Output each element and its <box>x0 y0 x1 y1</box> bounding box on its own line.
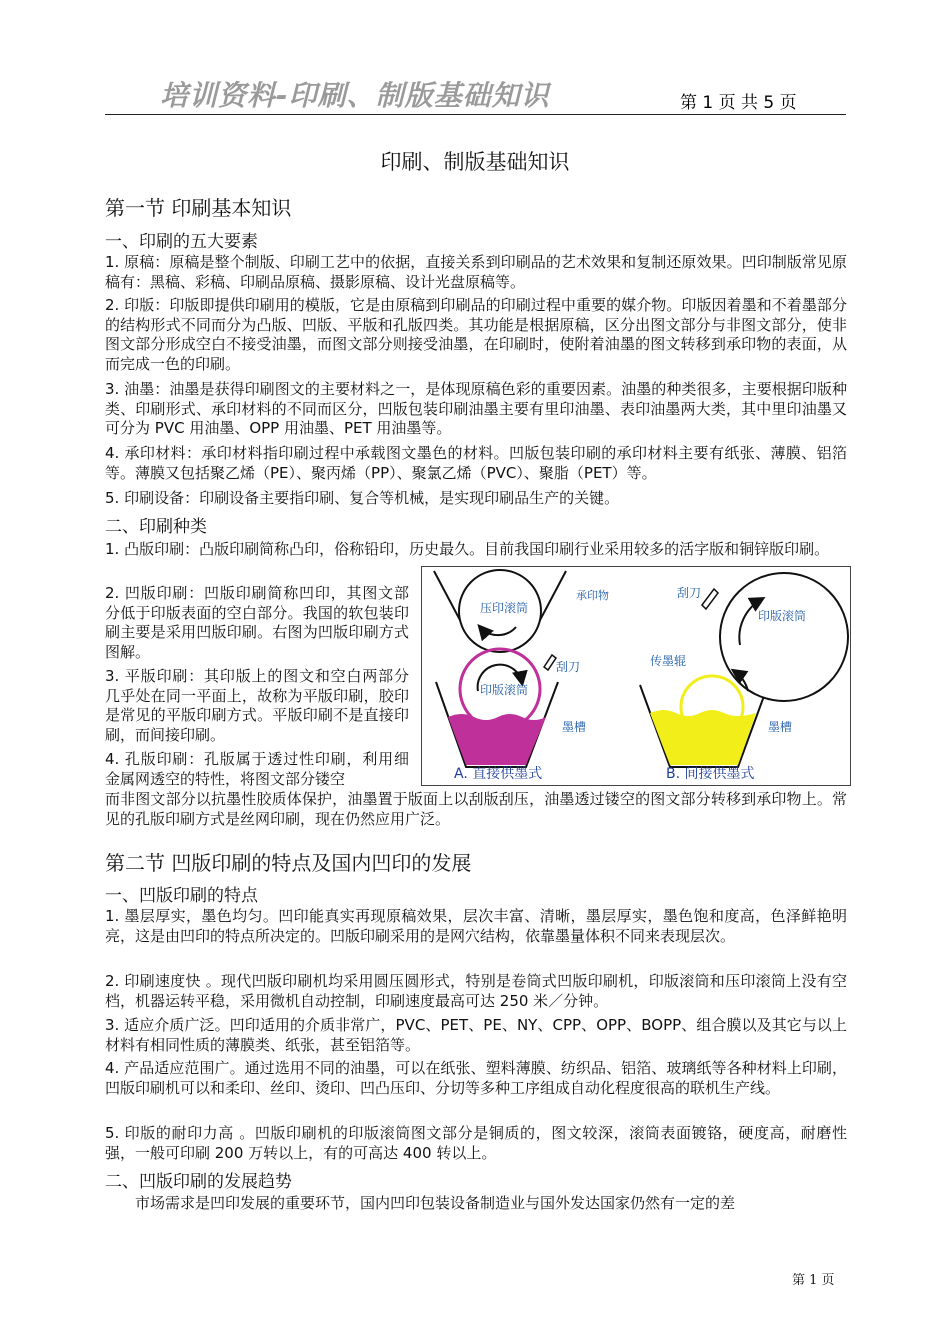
label-blade-b: 刮刀 <box>677 586 702 600</box>
paragraph-substrate: 4. 承印材料：承印材料指印刷过程中承载图文墨色的材料。凹版包装印刷的承印材料主要有纸张、薄膜、铝箔等。薄膜又包括聚乙烯（PE）、聚丙烯（PP）、聚氯乙烯（PVC）、聚脂（PET）等。 <box>105 444 847 482</box>
paragraph-trend: 市场需求是凹印发展的重要环节，国内凹印包装设备制造业与国外发达国家仍然有一定的差 <box>135 1194 736 1212</box>
paragraph-gravure: 2. 凹版印刷：凹版印刷简称凹印，其图文部分低于印版表面的空白部分。我国的软包装印刷主要是采用凹版印刷。右图为凹版印刷方式图解。 <box>105 584 409 661</box>
header-title: 培训资料-印刷、制版基础知识 <box>160 79 550 112</box>
gravure-diagram <box>421 566 851 786</box>
label-tank-a: 墨槽 <box>562 720 587 734</box>
section-1-heading: 第一节 印刷基本知识 <box>105 196 292 220</box>
document-title: 印刷、制版基础知识 <box>380 150 570 174</box>
label-impression-cylinder: 压印滚筒 <box>480 601 529 615</box>
paragraph-ink: 3. 油墨：油墨是获得印刷图文的主要材料之一，是体现原稿色彩的重要因素。油墨的种类很多，主要根据印版种类、印刷形式、承印材料的不同而区分，凹版包装印刷油墨主要有里印油墨、表印油墨两大类，其中里印油墨又可分为 PVC 用油墨、OPP 用油墨、PET 用油墨等。 <box>105 380 847 437</box>
doctor-blade-a <box>544 655 556 670</box>
paragraph-feature-5: 5. 印版的耐印力高 。凹版印刷机的印版滚筒图文部分是铜质的，图文较深，滚筒表面镀铬，硬度高，耐磨性强，一般可印刷 200 万转以上，有的可高达 400 转以上。 <box>105 1124 847 1162</box>
paragraph-feature-3: 3. 适应介质广泛。凹印适用的介质非常广，PVC、PET、PE、NY、CPP、OPP、BOPP、组合膜以及其它与以上材料有相同性质的薄膜类、纸张，甚至铝箔等。 <box>105 1016 847 1054</box>
paragraph-relief: 1. 凸版印刷：凸版印刷简称凸印，俗称铅印，历史最久。目前我国印刷行业采用较多的活字版和铜锌版印刷。 <box>105 540 830 558</box>
label-transfer-roller: 传墨辊 <box>650 654 687 668</box>
section-2-sub-2: 二、凹版印刷的发展趋势 <box>105 1172 292 1192</box>
label-blade-a: 刮刀 <box>556 660 581 674</box>
label-substrate: 承印物 <box>576 589 609 602</box>
label-tank-b: 墨槽 <box>768 720 793 734</box>
paragraph-original: 1. 原稿：原稿是整个制版、印刷工艺中的依据，直接关系到印刷品的艺术效果和复制还原效果。凹印制版常见原稿有：黑稿、彩稿、印刷品原稿、摄影原稿、设计光盘原稿等。 <box>105 253 847 291</box>
paragraph-plate: 2. 印版：印版即提供印刷用的模版，它是由原稿到印刷品的印刷过程中重要的媒介物。印版因着墨和不着墨部分的结构形式不同而分为凸版、凹版、平版和孔版四类。其功能是根据原稿，区分出图文部分与非图文部分，使非图文部分形成空白不接受油墨，而图文部分则接受油墨，在印刷时，使附着油墨的图文转移到承印物的表面，从而完成一色的印刷。 <box>105 296 847 373</box>
caption-b: B. 间接供墨式 <box>666 766 755 782</box>
paragraph-stencil-b: 而非图文部分以抗墨性胶质体保护，油墨置于版面上以刮版刮压，油墨透过镂空的图文部分转移到承印物上。常见的孔版印刷方式是丝网印刷，现在仍然应用广泛。 <box>105 790 847 828</box>
section-2-heading: 第二节 凹版印刷的特点及国内凹印的发展 <box>105 851 472 875</box>
header-rule <box>105 114 846 115</box>
paragraph-equipment: 5. 印刷设备：印刷设备主要指印刷、复合等机械，是实现印刷品生产的关键。 <box>105 489 620 507</box>
footer-page-number: 第 1 页 <box>792 1273 835 1288</box>
label-plate-cylinder-b: 印版滚筒 <box>758 609 807 623</box>
paragraph-offset: 3. 平版印刷：其印版上的图文和空白两部分几乎处在同一平面上，故称为平版印刷，胶印是常见的平版印刷方式。平版印刷不是直接印刷，而间接印刷。 <box>105 667 409 744</box>
caption-a: A. 直接供墨式 <box>454 766 543 782</box>
section-1-sub-1: 一、印刷的五大要素 <box>105 232 258 252</box>
section-2-sub-1: 一、凹版印刷的特点 <box>105 886 258 906</box>
label-plate-cylinder-a: 印版滚筒 <box>480 683 529 697</box>
paragraph-feature-1: 1. 墨层厚实，墨色均匀。凹印能真实再现原稿效果，层次丰富、清晰，墨层厚实，墨色饱和度高，色泽鲜艳明亮，这是由凹印的特点所决定的。凹版印刷采用的是网穴结构，依靠墨量体积不同来表现层次。 <box>105 907 847 945</box>
paragraph-feature-2: 2. 印刷速度快 。现代凹版印刷机均采用圆压圆形式，特别是卷筒式凹版印刷机，印版滚筒和压印滚筒上没有空档，机器运转平稳，采用微机自动控制，印刷速度最高可达 250 米／分钟。 <box>105 972 847 1010</box>
paragraph-stencil-a: 4. 孔版印刷：孔版属于透过性印刷，利用细金属网透空的特性，将图文部分镂空 <box>105 750 409 788</box>
paragraph-feature-4: 4. 产品适应范围广。通过选用不同的油墨，可以在纸张、塑料薄膜、纺织品、铝箔、玻璃纸等各种材料上印刷，凹版印刷机可以和柔印、丝印、烫印、凹凸压印、分切等多种工序组成自动化程度很高的联机生产线。 <box>105 1059 847 1097</box>
section-1-sub-2: 二、印刷种类 <box>105 517 207 537</box>
doctor-blade-b <box>702 589 718 609</box>
header-page-number: 第 1 页 共 5 页 <box>680 93 797 113</box>
